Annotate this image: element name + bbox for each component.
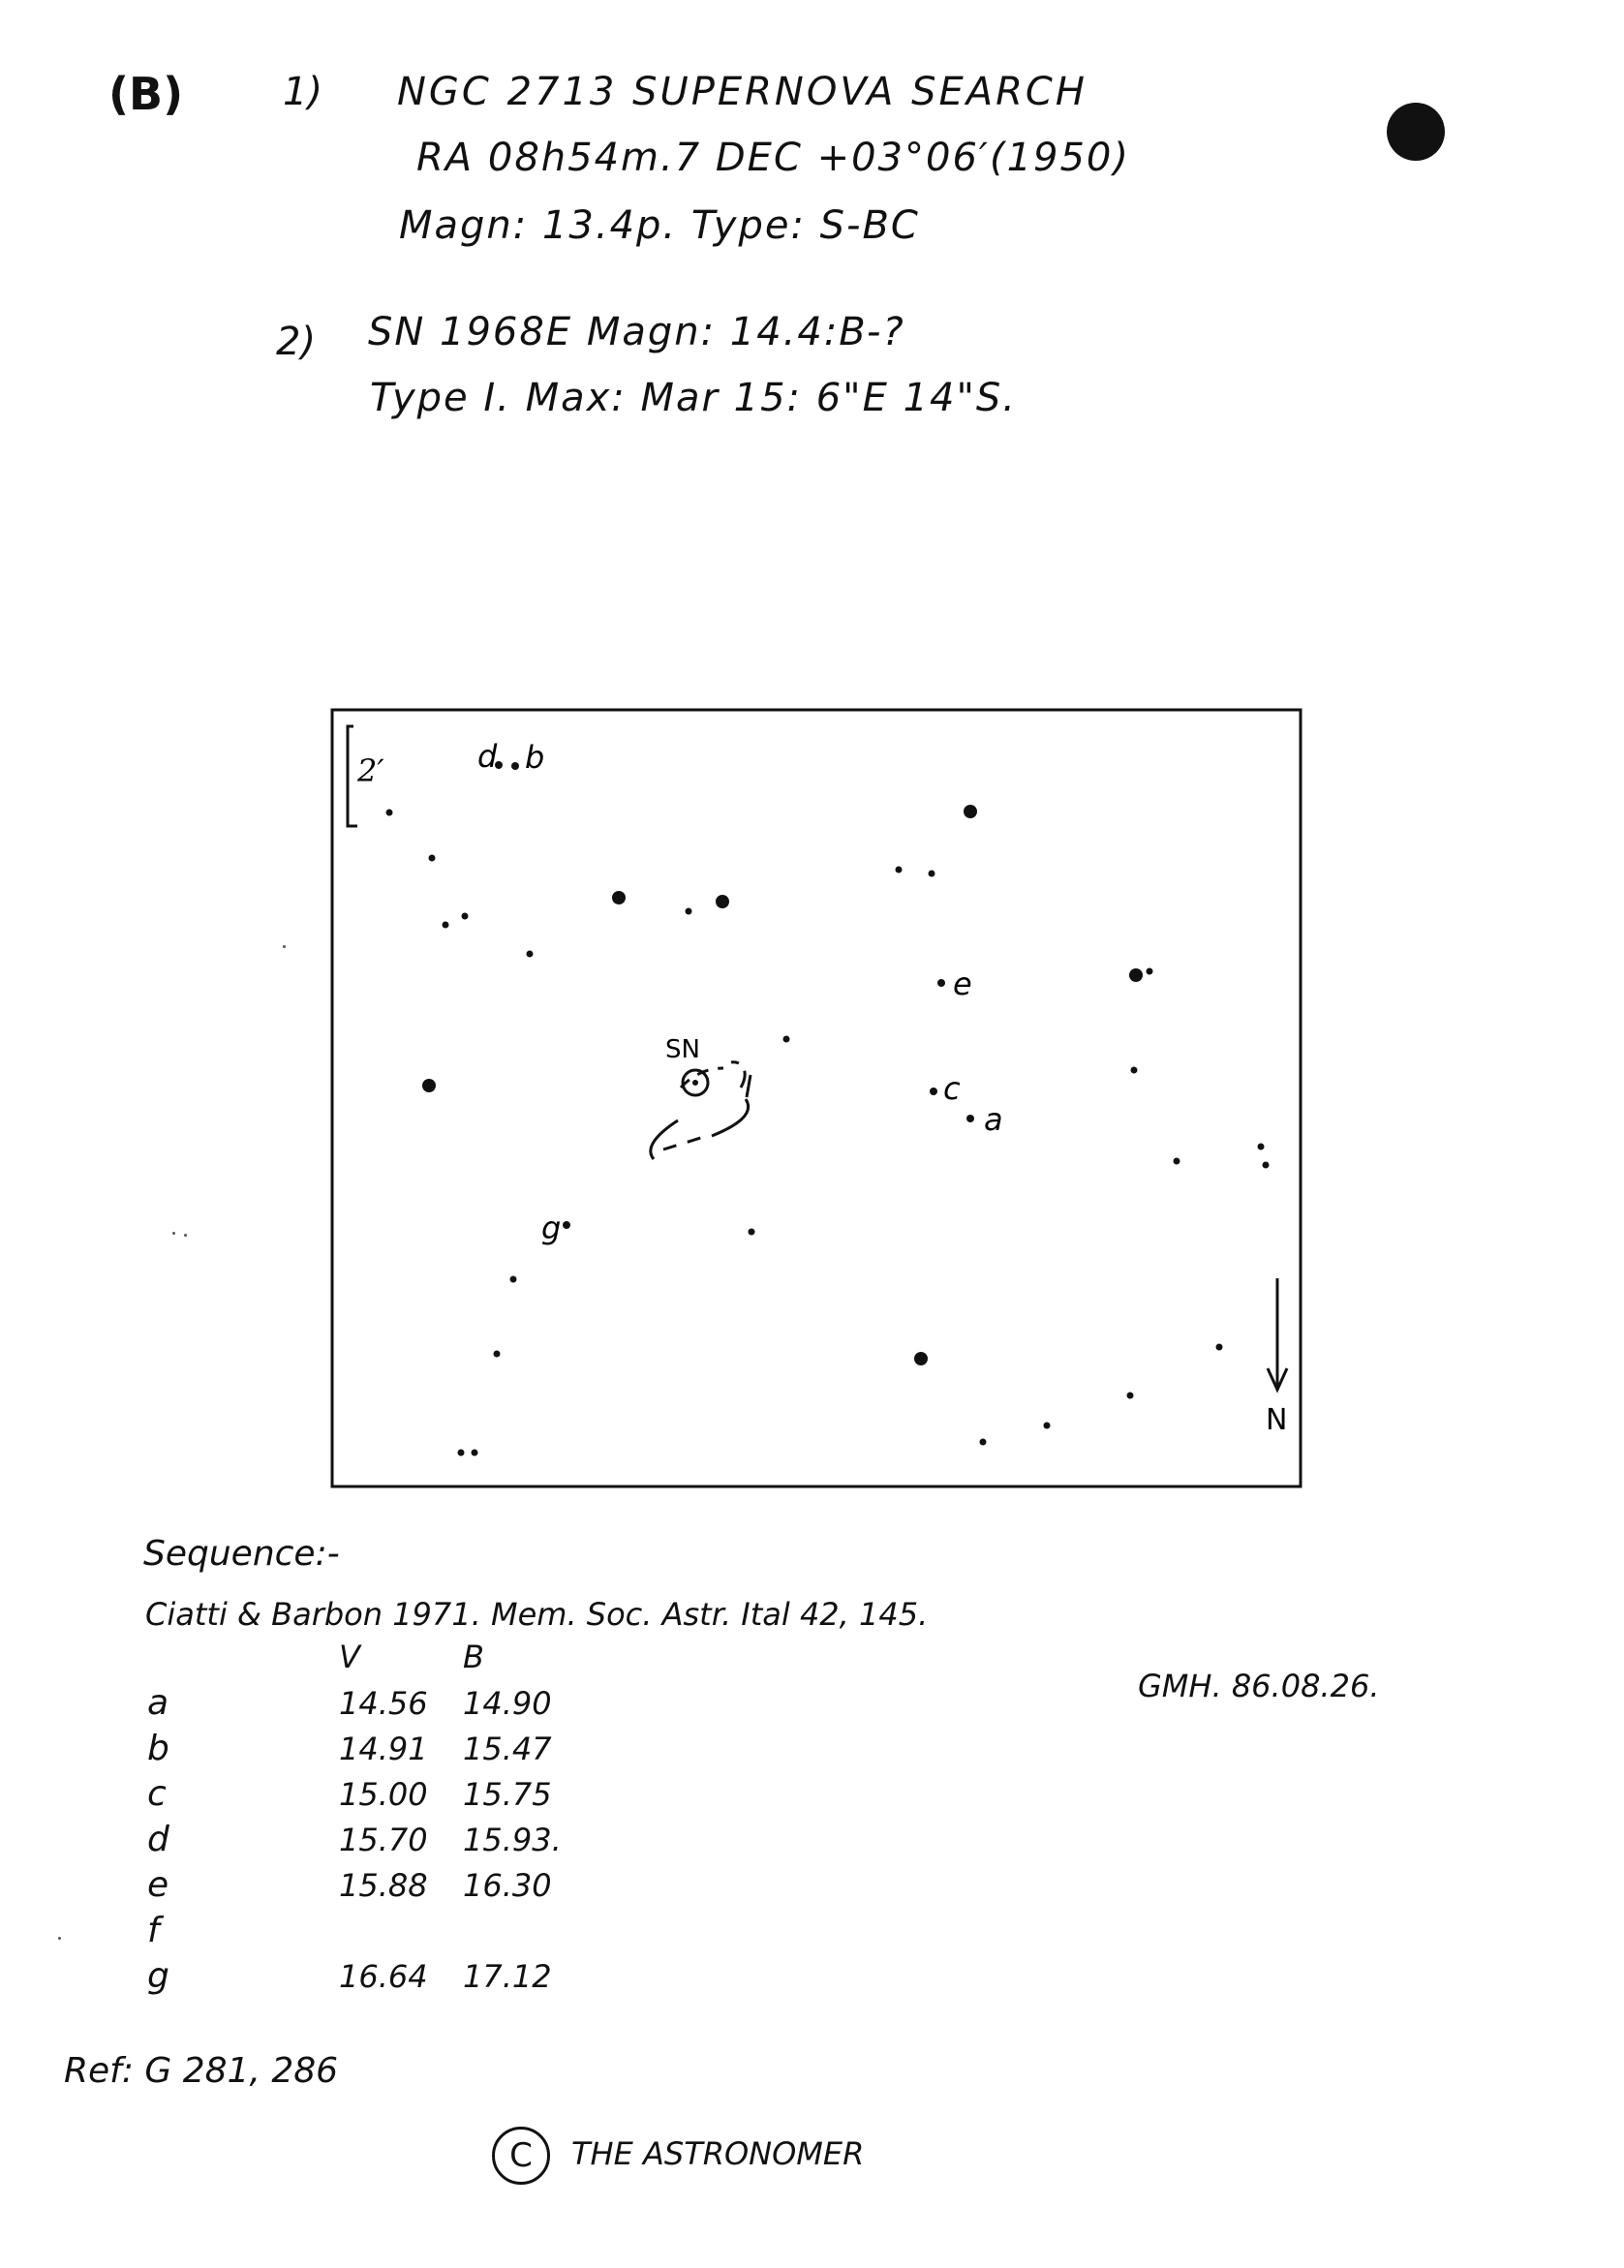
star-dot [749,1229,755,1236]
copyright-icon: C [492,2127,550,2185]
comparison-star-label: b [525,739,545,776]
item-number-1: 1) [283,70,323,114]
chart-frame [332,710,1301,1486]
sequence-cell-b: 15.93. [463,1821,562,1858]
sequence-cell-b: 17.12 [463,1957,552,1995]
star-dot [422,1079,436,1092]
finder-chart [324,683,1312,1496]
star-dot [783,1036,790,1043]
star-dot [716,895,729,908]
sequence-cell-label: d [147,1820,169,1859]
sequence-row [147,1680,598,1726]
star-dot [1174,1158,1180,1165]
star-dot [1131,1067,1138,1074]
sequence-row [147,1908,598,1953]
star-dot [1147,968,1153,975]
star-dot [612,891,626,904]
star-dot [510,1276,517,1283]
black-dot-mark [1387,103,1445,161]
author-initials-date: GMH. 86.08.26. [1138,1668,1380,1704]
star-dot [1263,1162,1270,1169]
sequence-cell-v [339,1908,463,1953]
sequence-cell-b: 14.90 [463,1684,552,1722]
sequence-title: Sequence:- [143,1534,340,1574]
star-dot [443,922,449,929]
sequence-cell-b: 16.30 [463,1866,552,1904]
star-dot [472,1450,478,1456]
sequence-cell-v: 14.56 [339,1684,428,1722]
star-dot [429,855,436,862]
star-dot [386,810,393,816]
sequence-cell-v: 15.70 [339,1821,428,1858]
sequence-cell-label: b [147,1729,169,1768]
scale-bar [348,726,384,826]
star-dot [458,1450,465,1456]
comparison-star-c [930,1088,937,1095]
column-header-b: B [463,1639,484,1675]
north-arrow [1266,1278,1287,1437]
reference-line: Ref: G 281, 286 [64,2051,339,2091]
sequence-cell-label: c [147,1774,167,1814]
item-number-2: 2) [276,320,317,364]
star-dot [527,951,534,958]
star-dot [462,913,469,920]
sn-label: SN [665,1035,700,1064]
star-dot [964,805,977,818]
star-dot [1216,1344,1223,1351]
galaxy-outline [651,1062,751,1159]
star-dot [1129,968,1143,982]
sequence-reference: Ciatti & Barbon 1971. Mem. Soc. Astr. Ital 42, 145. [145,1596,929,1633]
coordinates-line: RA 08h54m.7 DEC +03°06′(1950) [416,136,1130,180]
sequence-row [147,1817,598,1862]
star-dot [929,871,935,877]
column-header-v: V [339,1639,360,1675]
star-dot [914,1352,928,1365]
supernova-marker [665,1035,708,1095]
north-label: N [1266,1403,1288,1437]
sequence-cell-b [463,1908,598,1953]
sequence-cell-v: 15.00 [339,1775,428,1813]
sequence-row [147,1726,598,1771]
comparison-star-label: c [943,1070,961,1107]
comparison-star-label: g [541,1210,562,1246]
sequence-cell-label: a [147,1683,169,1723]
sequence-row [147,1862,598,1908]
comparison-star-label: d [477,738,498,775]
copyright-line [492,2127,864,2185]
sequence-cell-v: 15.88 [339,1866,428,1904]
star-dot [686,908,692,915]
comparison-star-a [966,1115,974,1122]
copyright-text: THE ASTRONOMER [571,2135,865,2172]
supernova-details-line: Type I. Max: Mar 15: 6"E 14"S. [370,376,1017,420]
sequence-cell-label: g [147,1956,169,1996]
comparison-star-label: a [984,1101,1003,1138]
star-dot [1258,1144,1265,1150]
comparison-star-e [937,979,945,987]
sequence-cell-b: 15.75 [463,1775,552,1813]
star-dot [896,867,903,873]
star-dot [1127,1393,1134,1399]
comparison-star-b [511,762,519,770]
comparison-star-label: e [953,965,972,1002]
comparison-star-g [563,1221,570,1229]
magnitude-type-line: Magn: 13.4p. Type: S-BC [399,203,920,248]
sequence-cell-v: 14.91 [339,1730,428,1767]
sequence-cell-label: f [147,1911,160,1950]
galaxy-title: NGC 2713 SUPERNOVA SEARCH [397,70,1088,114]
star-dot [494,1351,501,1358]
sequence-cell-v: 16.64 [339,1957,428,1995]
sequence-cell-b: 15.47 [463,1730,552,1767]
sequence-cell-label: e [147,1865,169,1905]
sequence-row [147,1953,598,1999]
star-dot [1044,1423,1051,1429]
sequence-table [147,1680,598,1999]
sequence-row [147,1771,598,1817]
section-mark: (B) [108,68,184,120]
stars-layer [386,738,1270,1456]
star-dot [980,1439,987,1446]
supernova-line: SN 1968E Magn: 14.4:B-? [368,310,905,354]
scale-label: 2′ [357,752,384,789]
